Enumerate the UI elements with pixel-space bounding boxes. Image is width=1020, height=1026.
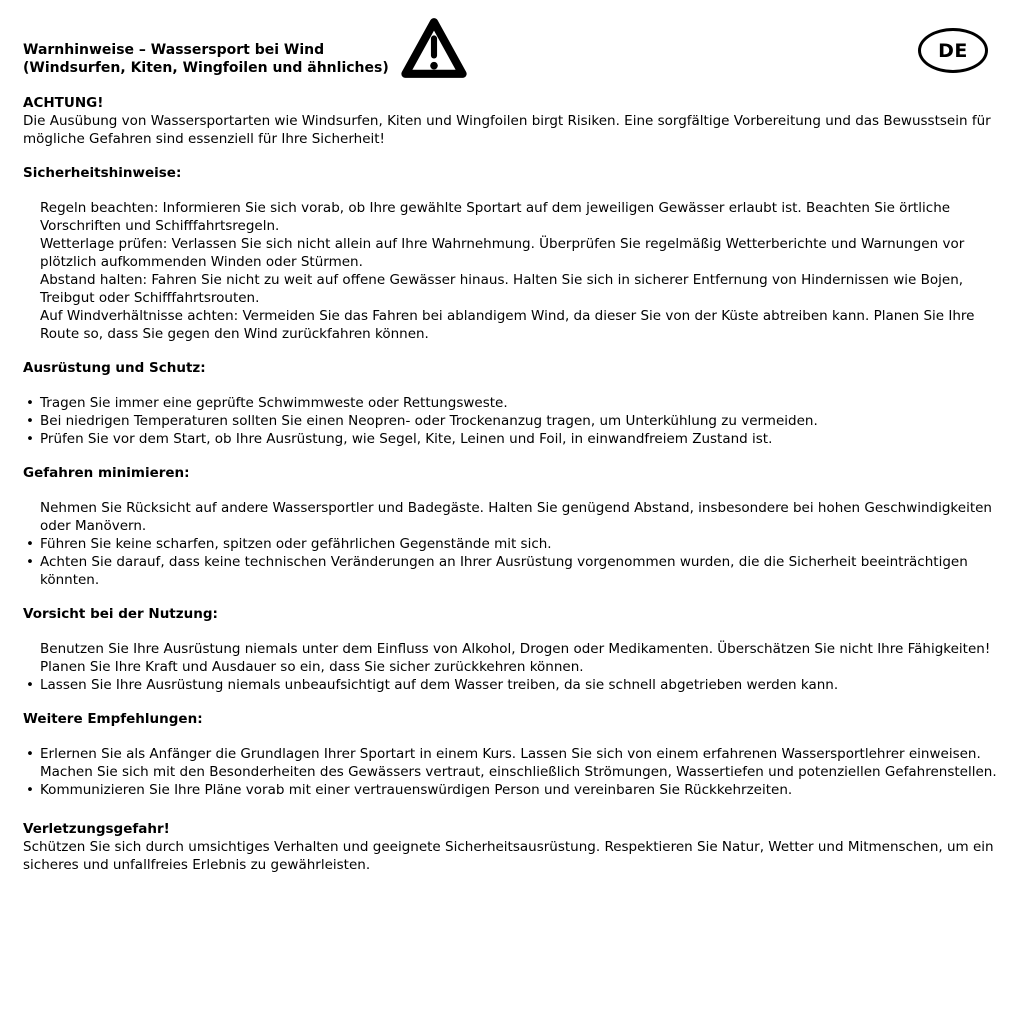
document-sections <box>23 94 998 874</box>
item-text: Wetterlage prüfen: Verlassen Sie sich nicht allein auf Ihre Wahrnehmung. Überprüfen Sie regelmäßig Wetterberichte und Warnungen vor plötzlich aufkommenden Winden oder Stürmen. <box>40 236 965 270</box>
section-verletzungsgefahr <box>23 820 998 874</box>
section-achtung <box>23 94 998 148</box>
item-text: Lassen Sie Ihre Ausrüstung niemals unbeaufsichtigt auf dem Wasser treiben, da sie schnell abgetrieben werden kann. <box>40 677 839 693</box>
item-text: Machen Sie sich mit den Besonderheiten des Gewässers vertraut, einschließlich Strömungen, Wassertiefen und potenziellen Gefahrenstellen. <box>40 764 997 780</box>
bullet-item <box>23 745 998 763</box>
bullet-item <box>23 781 998 799</box>
bullet-dot-icon: • <box>26 413 34 429</box>
bullet-item <box>23 412 998 430</box>
indented-item <box>23 307 998 343</box>
indented-item <box>23 235 998 271</box>
language-badge <box>918 28 988 73</box>
bullet-item <box>23 553 998 589</box>
page-title <box>23 41 998 77</box>
section-sicherheitshinweise <box>23 164 998 343</box>
bullet-dot-icon: • <box>26 746 34 762</box>
bullet-dot-icon: • <box>26 554 34 570</box>
section-heading: Sicherheitshinweise: <box>23 165 182 181</box>
bullet-dot-icon: • <box>26 395 34 411</box>
section-item-list <box>23 640 998 694</box>
bullet-item <box>23 535 998 553</box>
item-text: Benutzen Sie Ihre Ausrüstung niemals unter dem Einfluss von Alkohol, Drogen oder Medikamenten. Überschätzen Sie nicht Ihre Fähigkeiten! Planen Sie Ihre Kraft und Ausdauer so ein, dass Sie sicher zurückkehren können. <box>40 641 991 675</box>
indented-item <box>23 499 998 535</box>
section-heading: Verletzungsgefahr! <box>23 821 170 837</box>
section-heading: Ausrüstung und Schutz: <box>23 360 206 376</box>
section-ausruestung-und-schutz <box>23 359 998 448</box>
section-heading: Vorsicht bei der Nutzung: <box>23 606 218 622</box>
bullet-item <box>23 430 998 448</box>
section-item-list <box>23 394 998 448</box>
page-title-line2: (Windsurfen, Kiten, Wingfoilen und ähnliches) <box>23 60 389 76</box>
section-item-list <box>23 499 998 589</box>
item-text: Regeln beachten: Informieren Sie sich vorab, ob Ihre gewählte Sportart auf dem jeweiligen Gewässer erlaubt ist. Beachten Sie örtliche Vorschriften und Schifffahrtsregeln. <box>40 200 951 234</box>
item-text: Führen Sie keine scharfen, spitzen oder gefährlichen Gegenstände mit sich. <box>40 536 552 552</box>
item-text: Prüfen Sie vor dem Start, ob Ihre Ausrüstung, wie Segel, Kite, Leinen und Foil, in einwandfreiem Zustand ist. <box>40 431 773 447</box>
section-item-list <box>23 745 998 799</box>
warning-triangle-icon <box>400 16 468 80</box>
item-text: Tragen Sie immer eine geprüfte Schwimmweste oder Rettungsweste. <box>40 395 508 411</box>
item-text: Erlernen Sie als Anfänger die Grundlagen Ihrer Sportart in einem Kurs. Lassen Sie sich von einem erfahrenen Wassersportlehrer einweisen. <box>40 746 981 762</box>
paragraph: Schützen Sie sich durch umsichtiges Verhalten und geeignete Sicherheitsausrüstung. Respektieren Sie Natur, Wetter und Mitmenschen, um ein sicheres und unfallfreies Erlebnis zu gewährleisten. <box>23 839 994 873</box>
section-paragraphs <box>23 112 998 148</box>
bullet-dot-icon: • <box>26 431 34 447</box>
section-item-list <box>23 199 998 343</box>
indented-item <box>23 763 998 781</box>
section-paragraphs <box>23 838 998 874</box>
item-text: Auf Windverhältnisse achten: Vermeiden Sie das Fahren bei ablandigem Wind, da dieser Sie von der Küste abtreiben kann. Planen Sie Ihre Route so, dass Sie gegen den Wind zurückfahren können. <box>40 308 975 342</box>
bullet-item <box>23 394 998 412</box>
page-title-line1: Warnhinweise – Wassersport bei Wind <box>23 42 325 58</box>
section-heading: ACHTUNG! <box>23 95 104 111</box>
paragraph: Die Ausübung von Wassersportarten wie Windsurfen, Kiten und Wingfoilen birgt Risiken. Eine sorgfältige Vorbereitung und das Bewusstsein für mögliche Gefahren sind essenziell für Ihre Sicherheit! <box>23 113 991 147</box>
section-vorsicht-bei-der-nutzung <box>23 605 998 694</box>
bullet-dot-icon: • <box>26 536 34 552</box>
item-text: Bei niedrigen Temperaturen sollten Sie einen Neopren- oder Trockenanzug tragen, um Unterkühlung zu vermeiden. <box>40 413 818 429</box>
language-badge-text: DE <box>938 39 968 62</box>
section-heading: Gefahren minimieren: <box>23 465 190 481</box>
item-text: Abstand halten: Fahren Sie nicht zu weit auf offene Gewässer hinaus. Halten Sie sich in sicherer Entfernung von Hindernissen wie Bojen, Treibgut oder Schifffahrtsrouten. <box>40 272 964 306</box>
indented-item <box>23 271 998 307</box>
document-header <box>23 41 998 77</box>
section-gefahren-minimieren <box>23 464 998 589</box>
item-text: Kommunizieren Sie Ihre Pläne vorab mit einer vertrauenswürdigen Person und vereinbaren Sie Rückkehrzeiten. <box>40 782 793 798</box>
section-heading: Weitere Empfehlungen: <box>23 711 203 727</box>
bullet-dot-icon: • <box>26 782 34 798</box>
indented-item <box>23 640 998 676</box>
bullet-item <box>23 676 998 694</box>
indented-item <box>23 199 998 235</box>
item-text: Nehmen Sie Rücksicht auf andere Wassersportler und Badegäste. Halten Sie genügend Abstand, insbesondere bei hohen Geschwindigkeiten oder Manövern. <box>40 500 992 534</box>
item-text: Achten Sie darauf, dass keine technischen Veränderungen an Ihrer Ausrüstung vorgenommen wurden, die die Sicherheit beeinträchtigen könnten. <box>40 554 968 588</box>
section-weitere-empfehlungen <box>23 710 998 799</box>
bullet-dot-icon: • <box>26 677 34 693</box>
